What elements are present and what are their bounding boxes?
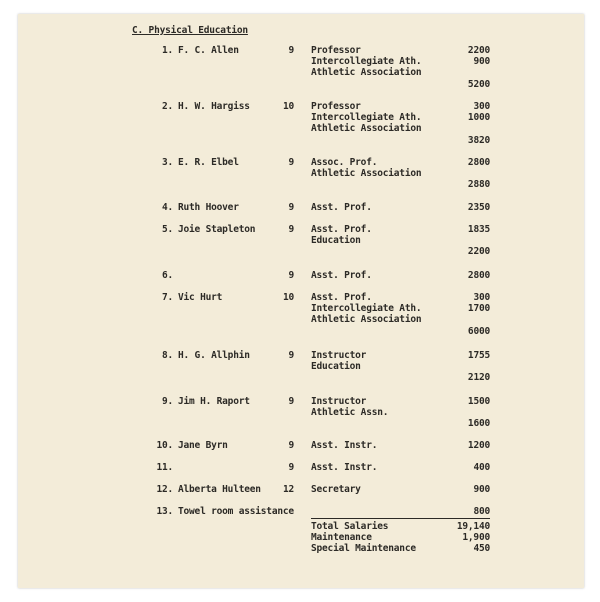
- position-title: Asst. Instr.: [311, 440, 378, 451]
- salary-amount: 2800: [467, 157, 490, 168]
- months-appointment: 9: [288, 157, 294, 168]
- months-appointment: 9: [288, 45, 294, 56]
- entry-number: 11.: [156, 462, 173, 473]
- position-title: Asst. Prof.: [311, 270, 372, 281]
- position-title: Asst. Prof.: [311, 202, 372, 213]
- position-title: Secretary: [311, 484, 361, 495]
- entry-total: 6000: [467, 325, 490, 337]
- staff-name: Jim H. Raport: [178, 396, 250, 407]
- document-page: [18, 14, 584, 588]
- entry-total: 1600: [467, 418, 490, 430]
- salary-amount: 800: [473, 506, 490, 517]
- summary-amount: 19,140: [456, 521, 490, 532]
- months-appointment: 9: [288, 350, 294, 361]
- position-title: Athletic Association: [311, 123, 422, 135]
- entry-total: 2880: [467, 179, 490, 191]
- position-title: Asst. Instr.: [311, 462, 378, 473]
- position-title: Education: [311, 361, 361, 373]
- salary-amount: 400: [473, 462, 490, 473]
- total-rule: [311, 518, 490, 519]
- staff-name: H. W. Hargiss: [178, 101, 250, 112]
- salary-amount: 2800: [467, 270, 490, 281]
- salary-amount: 1755: [467, 350, 490, 361]
- salary-amount: 2350: [467, 202, 490, 213]
- summary-label: Special Maintenance: [311, 543, 416, 555]
- salary-amount: 1835: [467, 224, 490, 235]
- staff-name: E. R. Elbel: [178, 157, 239, 168]
- salary-amount: 1500: [467, 396, 490, 407]
- salary-amount: 1200: [467, 440, 490, 451]
- position-title: Professor: [311, 101, 361, 112]
- months-appointment: 10: [282, 101, 294, 112]
- entry-number: 5.: [161, 224, 173, 235]
- position-title: Athletic Association: [311, 67, 422, 79]
- salary-amount: 2200: [467, 45, 490, 56]
- summary-amount: 450: [473, 543, 490, 555]
- entry-total: 2200: [467, 246, 490, 258]
- position-title: Assoc. Prof.: [311, 157, 378, 168]
- months-appointment: 12: [282, 484, 294, 495]
- months-appointment: 9: [288, 396, 294, 407]
- summary-label: Total Salaries: [311, 521, 389, 532]
- staff-name: Towel room assistance: [178, 506, 294, 517]
- entry-number: 4.: [161, 202, 173, 213]
- salary-amount: 900: [473, 484, 490, 495]
- position-title: Athletic Association: [311, 168, 422, 180]
- entry-number: 12.: [156, 484, 173, 495]
- position-title: Instructor: [311, 396, 367, 407]
- months-appointment: 9: [288, 270, 294, 281]
- salary-amount: 300: [473, 101, 490, 112]
- staff-name: Jane Byrn: [178, 440, 228, 451]
- salary-amount: 1000: [467, 112, 490, 124]
- entry-number: 9.: [161, 396, 173, 407]
- position-title: Instructor: [311, 350, 367, 361]
- entry-total: 2120: [467, 372, 490, 384]
- staff-name: Joie Stapleton: [178, 224, 256, 235]
- entry-number: 6.: [161, 270, 173, 281]
- section-heading: C. Physical Education: [132, 25, 248, 36]
- position-title: Professor: [311, 45, 361, 56]
- position-title: Intercollegiate Ath.: [311, 112, 422, 124]
- entry-number: 3.: [161, 157, 173, 168]
- salary-amount: 1700: [467, 303, 490, 315]
- summary-amount: 1,900: [462, 532, 490, 544]
- months-appointment: 9: [288, 440, 294, 451]
- months-appointment: 9: [288, 224, 294, 235]
- staff-name: H. G. Allphin: [178, 350, 250, 361]
- entry-number: 13.: [156, 506, 173, 517]
- position-title: Athletic Assn.: [311, 407, 389, 419]
- position-title: Intercollegiate Ath.: [311, 303, 422, 315]
- summary-label: Maintenance: [311, 532, 372, 544]
- position-title: Intercollegiate Ath.: [311, 56, 422, 68]
- entry-number: 7.: [161, 292, 173, 303]
- staff-name: Vic Hurt: [178, 292, 223, 303]
- position-title: Asst. Prof.: [311, 292, 372, 303]
- entry-number: 1.: [161, 45, 173, 56]
- months-appointment: 9: [288, 202, 294, 213]
- staff-name: F. C. Allen: [178, 45, 239, 56]
- position-title: Athletic Association: [311, 314, 422, 326]
- entry-total: 5200: [467, 78, 490, 90]
- position-title: Education: [311, 235, 361, 247]
- entry-total: 3820: [467, 134, 490, 146]
- months-appointment: 9: [288, 462, 294, 473]
- entry-number: 10.: [156, 440, 173, 451]
- salary-amount: 900: [473, 56, 490, 68]
- position-title: Asst. Prof.: [311, 224, 372, 235]
- entry-number: 2.: [161, 101, 173, 112]
- staff-name: Alberta Hulteen: [178, 484, 261, 495]
- salary-amount: 300: [473, 292, 490, 303]
- staff-name: Ruth Hoover: [178, 202, 239, 213]
- months-appointment: 10: [282, 292, 294, 303]
- entry-number: 8.: [161, 350, 173, 361]
